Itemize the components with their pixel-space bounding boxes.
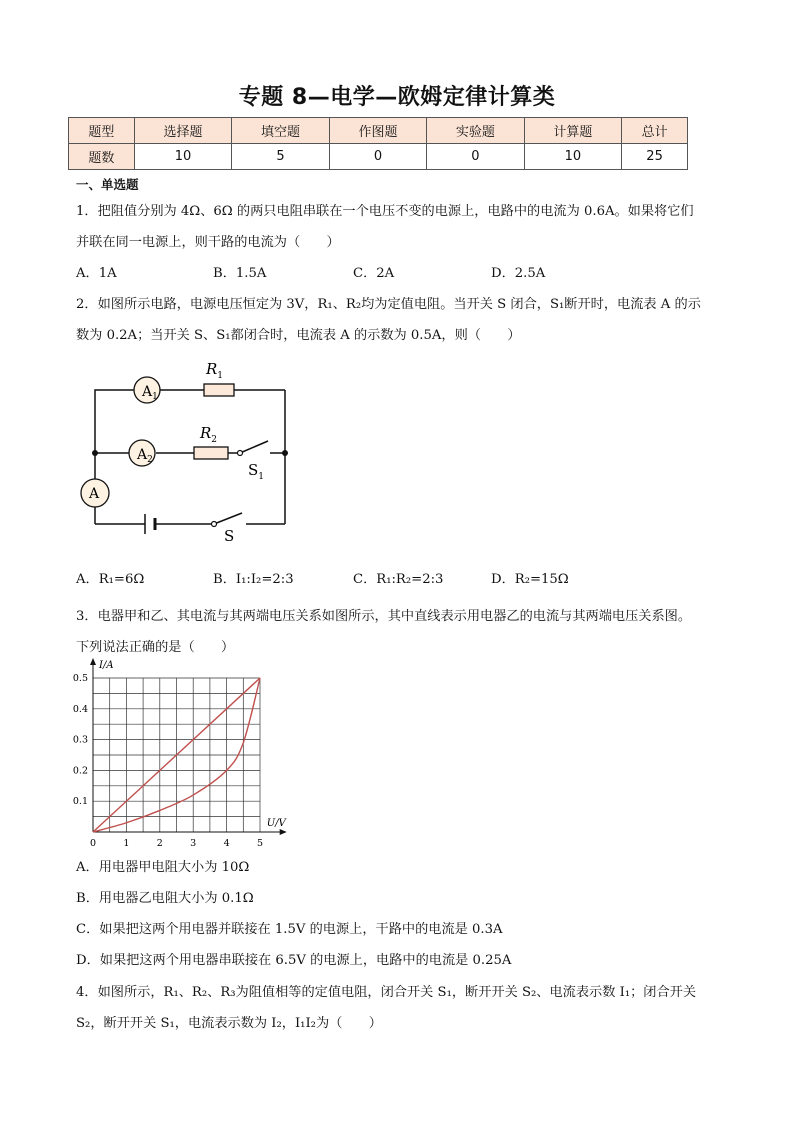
ammeter-a2-label: $A_2$	[137, 447, 153, 465]
x-axis-label: U/V	[266, 818, 286, 829]
y-tick-label: 0.3	[72, 734, 88, 746]
ammeter-a-label: A	[89, 486, 100, 502]
wire	[95, 390, 134, 453]
junction-dot	[282, 450, 288, 456]
y-tick-label: 0.2	[72, 765, 88, 777]
junction-dot	[92, 450, 98, 456]
resistor-r1	[204, 384, 234, 396]
q3-option-b: B．用电器乙电阻大小为 0.1Ω	[76, 891, 254, 906]
question-4-text-cont: S₂，断开开关 S₁，电流表示数为 I₂，I₁I₂为（ ）	[76, 1016, 382, 1031]
y-tick-label: 0.4	[72, 703, 88, 715]
x-axis-arrow	[280, 829, 287, 835]
switch-s1-label: $S_1$	[248, 461, 265, 482]
q2-option-b: B．I₁:I₂=2:3	[213, 572, 294, 587]
table-row	[69, 144, 688, 170]
resistor-r1-label: $R_1$	[206, 360, 224, 381]
x-tick-label: 3	[190, 838, 197, 849]
table-cell: 10	[524, 144, 621, 170]
x-tick-label: 4	[223, 838, 230, 849]
question-3-text: 3．电器甲和乙、其电流与其两端电压关系如图所示，其中直线表示用电器乙的电流与其两端电压关系图。	[76, 609, 692, 624]
table-header-cell: 选择题	[134, 118, 231, 144]
table-cell: 0	[427, 144, 524, 170]
question-1-text-cont: 并联在同一电源上，则干路的电流为（ ）	[76, 235, 340, 250]
table-header-cell: 填空题	[232, 118, 329, 144]
y-tick-label: 0.1	[72, 796, 88, 808]
x-tick-label: 5	[256, 838, 264, 849]
q1-option-c: C．2A	[353, 266, 395, 281]
ammeter-a1-label: $A_1$	[142, 384, 158, 402]
resistor-r2-label: $R_2$	[200, 424, 218, 445]
q2-option-a: A．R₁=6Ω	[76, 572, 145, 587]
q1-option-a: A．1A	[76, 266, 117, 281]
q1-option-b: B．1.5A	[213, 266, 267, 281]
question-4-text: 4．如图所示，R₁、R₂、R₃为阻值相等的定值电阻，闭合开关 S₁，断开开关 S₂、电流表示数 I₁；闭合开关	[76, 985, 697, 1000]
circuit-diagram	[74, 355, 304, 550]
question-2-text: 2．如图所示电路，电源电压恒定为 3V，R₁、R₂均为定值电阻。当开关 S 闭合，S₁断开时，电流表 A 的示	[76, 297, 701, 312]
switch-s-label: S	[224, 527, 235, 545]
q1-option-d: D．2.5A	[491, 266, 546, 281]
q3-option-c: C．如果把这两个用电器并联接在 1.5V 的电源上，干路中的电流是 0.3A	[76, 922, 503, 937]
table-header-cell: 作图题	[329, 118, 426, 144]
q2-option-d: D．R₂=15Ω	[491, 572, 569, 587]
y-tick-label: 0.5	[72, 673, 88, 684]
table-header-cell: 题型	[69, 118, 135, 144]
y-axis-arrow	[90, 658, 96, 665]
table-cell: 10	[134, 144, 231, 170]
resistor-r2	[194, 447, 228, 459]
table-cell: 0	[329, 144, 426, 170]
iv-chart	[68, 656, 300, 852]
question-2-text-cont: 数为 0.2A；当开关 S、S₁都闭合时，电流表 A 的示数为 0.5A，则（ ）	[76, 328, 521, 343]
switch-s1-contact	[238, 451, 243, 456]
table-cell: 题数	[69, 144, 135, 170]
q2-option-c: C．R₁:R₂=2:3	[353, 572, 444, 587]
table-header-cell: 实验题	[427, 118, 524, 144]
section-title: 一、单选题	[76, 177, 139, 192]
x-tick-label: 0	[89, 838, 97, 849]
x-tick-label: 1	[123, 838, 130, 849]
table-cell: 25	[622, 144, 688, 170]
q3-option-a: A．用电器甲电阻大小为 10Ω	[76, 860, 250, 875]
q3-option-d: D．如果把这两个用电器串联接在 6.5V 的电源上，电路中的电流是 0.25A	[76, 953, 512, 968]
switch-s-lever	[214, 513, 242, 524]
table-header-cell: 计算题	[524, 118, 621, 144]
table-header-cell: 总计	[622, 118, 688, 144]
table-cell: 5	[232, 144, 329, 170]
y-axis-label: I/A	[99, 660, 114, 671]
switch-s-contact	[212, 522, 217, 527]
question-3-text-cont: 下列说法正确的是（ ）	[76, 640, 235, 655]
question-1-text: 1．把阻值分别为 4Ω、6Ω 的两只电阻串联在一个电压不变的电源上，电路中的电流为 0.6A。如果将它们	[76, 204, 694, 219]
x-tick-label: 2	[156, 838, 163, 849]
question-stats-table	[68, 117, 688, 170]
switch-s1-lever	[240, 441, 268, 453]
table-header-row	[69, 118, 688, 144]
page-title: 专题 8—电学—欧姆定律计算类	[238, 85, 556, 110]
